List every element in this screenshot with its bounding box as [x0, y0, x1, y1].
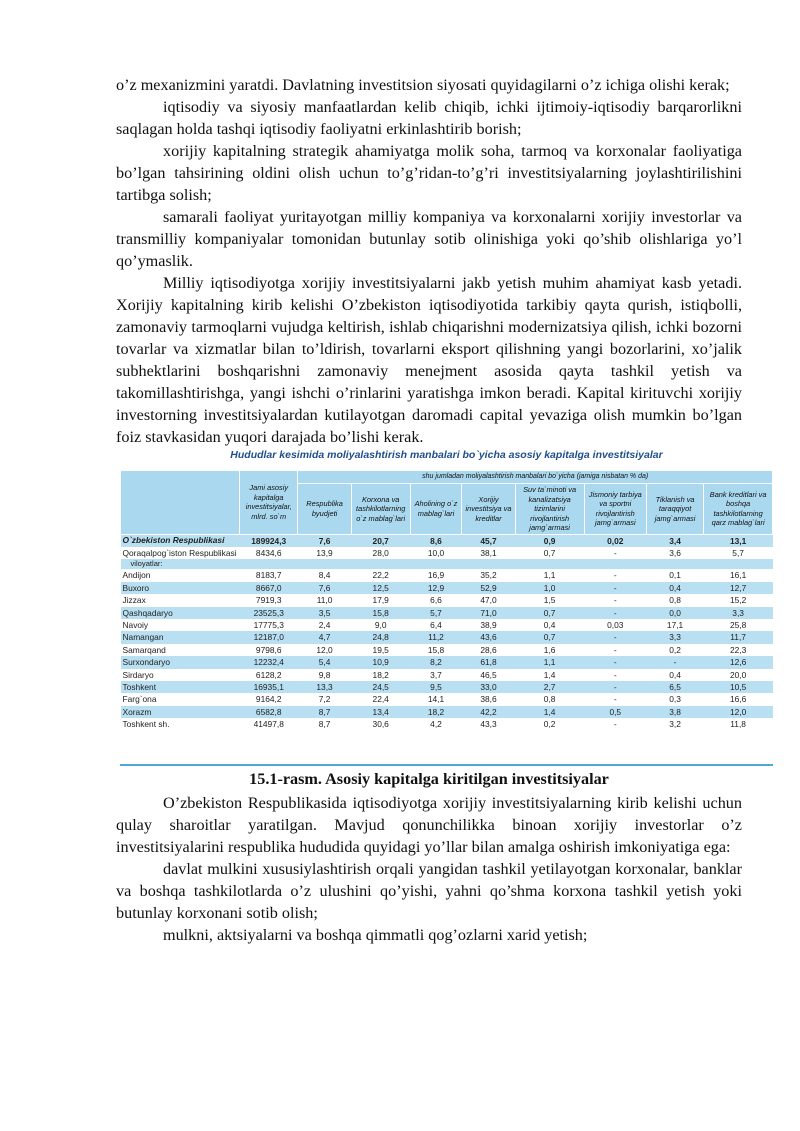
table-cell: 5,7 [410, 607, 462, 619]
table-cell: 4,2 [410, 718, 462, 730]
table-cell: 12,9 [410, 582, 462, 594]
table-cell: 2,7 [515, 681, 584, 693]
table-cell: - [584, 656, 646, 668]
table-cell: 0,8 [515, 693, 584, 705]
table-cell: 5,7 [704, 547, 773, 559]
figure-caption: 15.1-rasm. Asosiy kapitalga kiritilgan investitsiyalar [249, 770, 609, 788]
table-cell: 0,5 [584, 706, 646, 718]
table-cell: 13,1 [704, 534, 773, 547]
table-cell: - [584, 547, 646, 559]
table-cell: 1,4 [515, 669, 584, 681]
table-cell: 5,4 [298, 656, 351, 668]
table-cell: 10,9 [351, 656, 410, 668]
row-name: Buxoro [121, 582, 240, 594]
table-cell: 11,8 [704, 718, 773, 730]
table-cell: 24,5 [351, 681, 410, 693]
table-cell: 1,6 [515, 644, 584, 656]
section-label: viloyatlar: [121, 559, 773, 569]
row-name: Navoiy [121, 619, 240, 631]
row-name: Samarqand [121, 644, 240, 656]
table-cell: 0,03 [584, 619, 646, 631]
table-cell: 1,5 [515, 594, 584, 606]
table-cell: 4,7 [298, 631, 351, 643]
row-name: Namangan [121, 631, 240, 643]
table-cell: 6,4 [410, 619, 462, 631]
table-row [121, 631, 773, 643]
table-cell: 0,8 [646, 594, 703, 606]
table-cell: 2,4 [298, 619, 351, 631]
header-column: Bank kreditlari va boshqa tashkilotlarning qarz mablag`lari [704, 484, 773, 535]
paragraph: davlat mulkini xususiylashtirish orqali yangidan tashkil yetilayotgan korxonalar, banklar va boshqa tashkilotlarda o’z ulushini qo’yishi, yahni qo’shma korxona tashkil yetish yoki butunlay korxonani sotib olish; [116, 860, 742, 922]
table-cell: 61,8 [462, 656, 515, 668]
table-cell: 10,5 [704, 681, 773, 693]
table-cell: 0,9 [515, 534, 584, 547]
table-cell: 52,9 [462, 582, 515, 594]
document-page [116, 74, 767, 946]
table-row-karakalpakstan [121, 547, 773, 559]
table-cell: 16935,1 [240, 681, 298, 693]
table-row [121, 582, 773, 594]
table-cell: 1,1 [515, 656, 584, 668]
table-cell: 9,0 [351, 619, 410, 631]
row-name: Sirdaryo [121, 669, 240, 681]
row-name: Toshkent [121, 681, 240, 693]
table-cell: 20,0 [704, 669, 773, 681]
table-cell: 9,5 [410, 681, 462, 693]
paragraph: iqtisodiy va siyosiy manfaatlardan kelib chiqib, ichki ijtimoiy-iqtisodiy barqarorlikni saqlagan holda tashqi iqtisodiy faoliyatni erkinlashtirib borish; [116, 98, 742, 138]
table-cell: 25,8 [704, 619, 773, 631]
figure-bottom-rule [120, 764, 773, 766]
table-cell: 28,6 [462, 644, 515, 656]
table-cell: 15,2 [704, 594, 773, 606]
table-cell: - [584, 594, 646, 606]
table-cell: 46,5 [462, 669, 515, 681]
table-cell: 30,6 [351, 718, 410, 730]
table-cell: 3,5 [298, 607, 351, 619]
table-cell: 8434,6 [240, 547, 298, 559]
table-cell: 13,4 [351, 706, 410, 718]
table-cell: 16,6 [704, 693, 773, 705]
paragraph: o’z mexanizmini yaratdi. Davlatning investitsion siyosati quyidagilarni o’z ichiga olishi kerak; [116, 76, 730, 94]
table-cell: 14,1 [410, 693, 462, 705]
table-cell: 16,1 [704, 569, 773, 581]
table-cell: 11,0 [298, 594, 351, 606]
table-cell: 3,4 [646, 534, 703, 547]
table-cell: 12,0 [704, 706, 773, 718]
table-cell: 3,3 [646, 631, 703, 643]
table-cell: 41497,8 [240, 718, 298, 730]
paragraph: xorijiy kapitalning strategik ahamiyatga molik soha, tarmoq va korxonalar faoliyatiga bo’lgan tahsirining oldini olish uchun to’g’ridan-to’g’ri investitsiyalarning joylashtirilishini tartibga solish; [116, 142, 742, 204]
table-cell: 9164,2 [240, 693, 298, 705]
header-column: Xorijiy investitsiya va kreditlar [462, 484, 515, 535]
table-cell: 12,7 [704, 582, 773, 594]
table-cell: 6582,8 [240, 706, 298, 718]
table-cell: 17775,3 [240, 619, 298, 631]
header-column: Korxona va tashkilotlarning o`z mablag`lari [351, 484, 410, 535]
table-cell: 11,7 [704, 631, 773, 643]
table-cell: 0,1 [646, 569, 703, 581]
table-cell: 12,0 [298, 644, 351, 656]
row-name: Qoraqalpog`iston Respublikasi [121, 547, 240, 559]
table-cell: 43,3 [462, 718, 515, 730]
row-name: Xorazm [121, 706, 240, 718]
table-cell: 47,0 [462, 594, 515, 606]
figure-title: Hududlar kesimida moliyalashtirish manbalari bo`yicha asosiy kapitalga investitsiyalar [230, 449, 663, 461]
table-cell: 1,0 [515, 582, 584, 594]
table-cell: 0,2 [646, 644, 703, 656]
table-cell: 38,9 [462, 619, 515, 631]
table-cell: 7919,3 [240, 594, 298, 606]
investment-table-figure [120, 448, 773, 766]
table-cell: 9,8 [298, 669, 351, 681]
table-cell: 8,6 [410, 534, 462, 547]
table-row [121, 619, 773, 631]
table-cell: 7,6 [298, 534, 351, 547]
table-cell: - [584, 631, 646, 643]
table-cell: 42,2 [462, 706, 515, 718]
table-cell: 24,8 [351, 631, 410, 643]
header-column: Respublika byudjeti [298, 484, 351, 535]
table-row [121, 644, 773, 656]
table-row [121, 569, 773, 581]
table-cell: 13,3 [298, 681, 351, 693]
table-cell: 38,6 [462, 693, 515, 705]
table-row [121, 718, 773, 730]
table-cell: 0,02 [584, 534, 646, 547]
table-cell: 0,4 [515, 619, 584, 631]
table-cell: 3,2 [646, 718, 703, 730]
table-cell: 18,2 [410, 706, 462, 718]
table-cell: 12,5 [351, 582, 410, 594]
table-cell: 20,7 [351, 534, 410, 547]
table-cell: - [584, 693, 646, 705]
table-cell: 43,6 [462, 631, 515, 643]
table-cell: 3,7 [410, 669, 462, 681]
paragraph: mulkni, aktsiyalarni va boshqa qimmatli qog’ozlarni xarid yetish; [163, 926, 588, 944]
table-cell: 17,1 [646, 619, 703, 631]
table-row [121, 669, 773, 681]
table-cell: 0,2 [515, 718, 584, 730]
table-row [121, 706, 773, 718]
table-cell: 15,8 [351, 607, 410, 619]
table-cell: - [584, 644, 646, 656]
table-cell: 18,2 [351, 669, 410, 681]
table-cell: 6,6 [410, 594, 462, 606]
table-cell: 22,3 [704, 644, 773, 656]
table-row [121, 594, 773, 606]
table-cell: 1,4 [515, 706, 584, 718]
table-cell: 1,1 [515, 569, 584, 581]
table-cell: - [584, 669, 646, 681]
header-group: shu jumladan moliyalashtirish manbalari bo`yicha (jamiga nisbatan % da) [298, 471, 773, 484]
header-column: Suv ta`minoti va kanalizatsiya tizimlarini rivojlantirish jamg`armasi [515, 484, 584, 535]
table-cell: 3,6 [646, 547, 703, 559]
table-row [121, 656, 773, 668]
table-row [121, 693, 773, 705]
row-name: Qashqadaryo [121, 607, 240, 619]
table-cell: 12,6 [704, 656, 773, 668]
header-total: Jami asosiy kapitalga investitsiyalar, mlrd. so`m [240, 471, 298, 535]
table-cell: 0,7 [515, 631, 584, 643]
table-cell: 0,0 [646, 607, 703, 619]
table-row-national [121, 534, 773, 547]
table-cell: 189924,3 [240, 534, 298, 547]
table-cell: - [584, 681, 646, 693]
table-cell: 22,2 [351, 569, 410, 581]
table-cell: 0,7 [515, 547, 584, 559]
table-cell: - [584, 718, 646, 730]
header-column: Tiklanish va taraqqiyot jamg`armasi [646, 484, 703, 535]
table-cell: 35,2 [462, 569, 515, 581]
table-cell: 0,3 [646, 693, 703, 705]
table-cell: 3,3 [704, 607, 773, 619]
table-cell: - [584, 607, 646, 619]
investment-table [120, 470, 773, 731]
header-column: Aholining o`z mablag`lari [410, 484, 462, 535]
table-cell: - [646, 656, 703, 668]
table-cell: 38,1 [462, 547, 515, 559]
table-cell: 8667,0 [240, 582, 298, 594]
table-cell: 8,4 [298, 569, 351, 581]
header-region [121, 471, 240, 535]
table-cell: 16,9 [410, 569, 462, 581]
table-cell: 12232,4 [240, 656, 298, 668]
table-cell: 6128,2 [240, 669, 298, 681]
table-cell: 10,0 [410, 547, 462, 559]
table-cell: 6,5 [646, 681, 703, 693]
table-cell: 11,2 [410, 631, 462, 643]
table-cell: 3,8 [646, 706, 703, 718]
row-name: Toshkent sh. [121, 718, 240, 730]
table-cell: 8,2 [410, 656, 462, 668]
table-cell: 8183,7 [240, 569, 298, 581]
header-column: Jismoniy tarbiya va sportni rivojlantirish jamg`armasi [584, 484, 646, 535]
paragraph: Milliy iqtisodiyotga xorijiy investitsiyalarni jakb yetish muhim ahamiyat kasb yetadi. Xorijiy kapitalning kirib kelishi O’zbekiston iqtisodiyotida tarkibiy qayta qurish, istiqbolli, zamonaviy tarmoqlarni vujudga keltirish, ishlab chiqarishni modernizatsiya qilish, ichki bozorni tovarlar va xizmatlar bilan to’ldirish, tovarlarni eksport qilishning yangi bozorlarini, xo’jalik subhektlarini boshqarishni zamonaviy menejment asosida qayta tashkil yetish va takomillashtirishga, yangi ishchi o’rinlarini yaratishga imkon beradi. Kapital kirituvchi xorijiy investorning investitsiyalardan kutilayotgan daromadi capital yevaziga olish mumkin bo’lgan foiz stavkasidan yuqori darajada bo’lishi kerak. [116, 274, 742, 446]
table-cell: 71,0 [462, 607, 515, 619]
row-name: Jizzax [121, 594, 240, 606]
row-name: O`zbekiston Respublikasi [121, 534, 240, 547]
table-cell: - [584, 569, 646, 581]
table-cell: 0,7 [515, 607, 584, 619]
table-cell: - [584, 582, 646, 594]
row-name: Surxondaryo [121, 656, 240, 668]
table-cell: 19,5 [351, 644, 410, 656]
table-cell: 45,7 [462, 534, 515, 547]
paragraph: samarali faoliyat yuritayotgan milliy kompaniya va korxonalarni xorijiy investorlar va transmilliy kompaniyalar tomonidan butunlay sotib olinishiga yoki qo’shib olishlariga yo’l qo’ymaslik. [116, 208, 742, 270]
table-cell: 0,4 [646, 669, 703, 681]
table-cell: 7,2 [298, 693, 351, 705]
table-row [121, 681, 773, 693]
table-cell: 8,7 [298, 706, 351, 718]
table-cell: 12187,0 [240, 631, 298, 643]
table-cell: 15,8 [410, 644, 462, 656]
table-cell: 33,0 [462, 681, 515, 693]
table-cell: 8,7 [298, 718, 351, 730]
table-cell: 17,9 [351, 594, 410, 606]
table-cell: 28,0 [351, 547, 410, 559]
row-name: Andijon [121, 569, 240, 581]
row-name: Farg`ona [121, 693, 240, 705]
table-cell: 0,4 [646, 582, 703, 594]
table-section-row [121, 559, 773, 569]
table-cell: 22,4 [351, 693, 410, 705]
table-cell: 13,9 [298, 547, 351, 559]
table-cell: 9798,6 [240, 644, 298, 656]
paragraph: O’zbekiston Respublikasida iqtisodiyotga xorijiy investitsiyalarning kirib kelishi uchun qulay sharoitlar yaratilgan. Mavjud qonunchilikka binoan xorijiy investorlar o’z investitsiyalarini respublika hududida quyidagi yo’llar bilan amalga oshirish imkoniyatiga ega: [116, 794, 742, 856]
table-cell: 7,6 [298, 582, 351, 594]
table-row [121, 607, 773, 619]
table-cell: 23525,3 [240, 607, 298, 619]
